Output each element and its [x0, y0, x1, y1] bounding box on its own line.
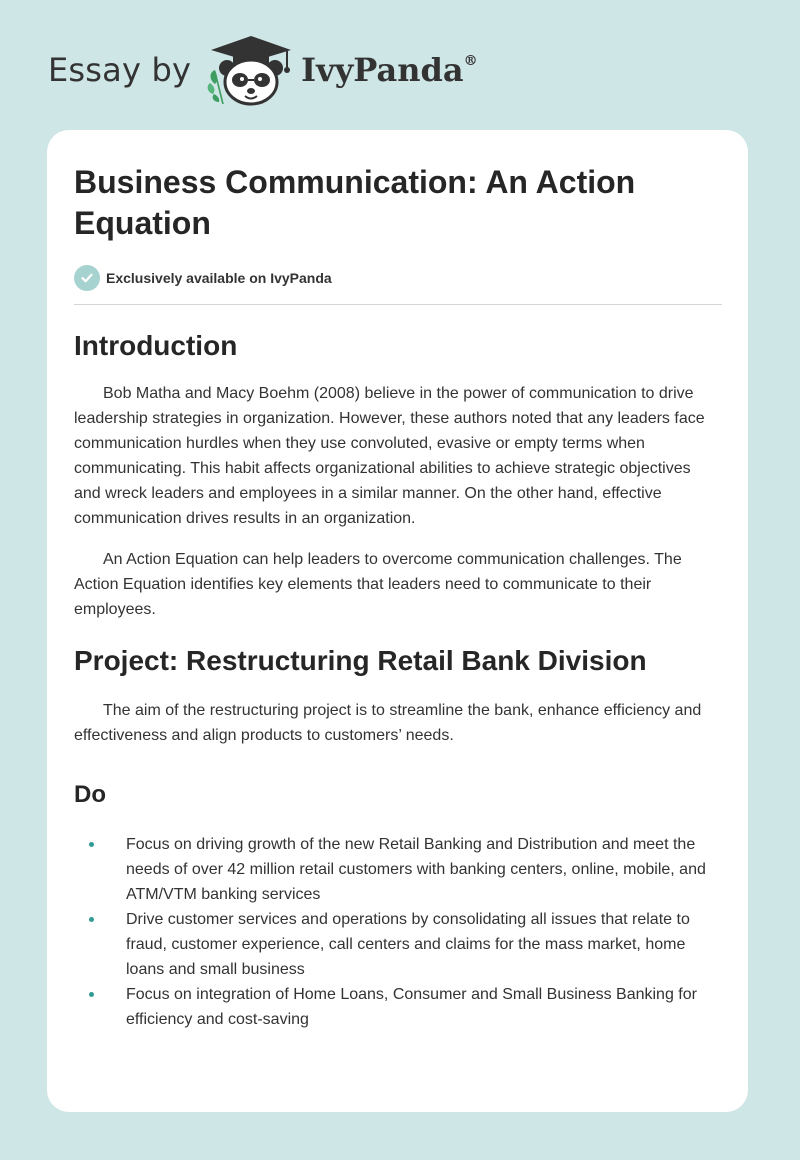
section-heading-project: Project: Restructuring Retail Bank Division	[74, 645, 647, 676]
panda-graduate-icon	[205, 32, 297, 108]
section-heading-do: Do	[74, 781, 106, 808]
bullet-icon	[89, 992, 94, 997]
do-list	[74, 832, 721, 1032]
section-heading-introduction: Introduction	[74, 330, 238, 361]
list-item-text: Focus on integration of Home Loans, Consumer and Small Business Banking for efficiency and cost-saving	[126, 986, 697, 1028]
list-item-text: Focus on driving growth of the new Retail Banking and Distribution and meet the needs of over 42 million retail customers with banking centers, online, mobile, and ATM/VTM banking services	[126, 836, 706, 903]
site-header	[48, 30, 478, 110]
list-item-text: Drive customer services and operations by consolidating all issues that relate to fraud, customer experience, call centers and claims for the mass market, home loans and small business	[126, 911, 690, 978]
paragraph: Bob Matha and Macy Boehm (2008) believe in the power of communication to drive leadership strategies in organization. However, these authors noted that any leaders face communication hurdles when they use convoluted, evasive or empty terms when communicating. This habit affects organizational abilities to achieve strategic objectives and wreck leaders and employees in a similar manner. On the other hand, effective communication drives results in an organization.	[74, 385, 705, 527]
essay-by-label: Essay by	[48, 51, 192, 89]
paragraph: The aim of the restructuring project is to streamline the bank, enhance efficiency and effectiveness and align products to customers’ needs.	[74, 702, 702, 744]
list-item	[74, 982, 721, 1032]
exclusive-badge	[74, 264, 721, 292]
exclusive-label: Exclusively available on IvyPanda	[106, 270, 332, 286]
list-item	[74, 907, 721, 982]
title-divider	[74, 304, 722, 305]
list-item	[74, 832, 721, 907]
brand-name: IvyPanda®	[301, 51, 478, 89]
check-icon	[74, 265, 100, 291]
ivypanda-logo[interactable]	[205, 32, 477, 108]
essay-card	[47, 130, 748, 1112]
essay-title: Business Communication: An Action Equation	[74, 164, 636, 241]
bullet-icon	[89, 842, 94, 847]
paragraph: An Action Equation can help leaders to overcome communication challenges. The Action Equation identifies key elements that leaders need to communicate to their employees.	[74, 551, 682, 618]
bullet-icon	[89, 917, 94, 922]
